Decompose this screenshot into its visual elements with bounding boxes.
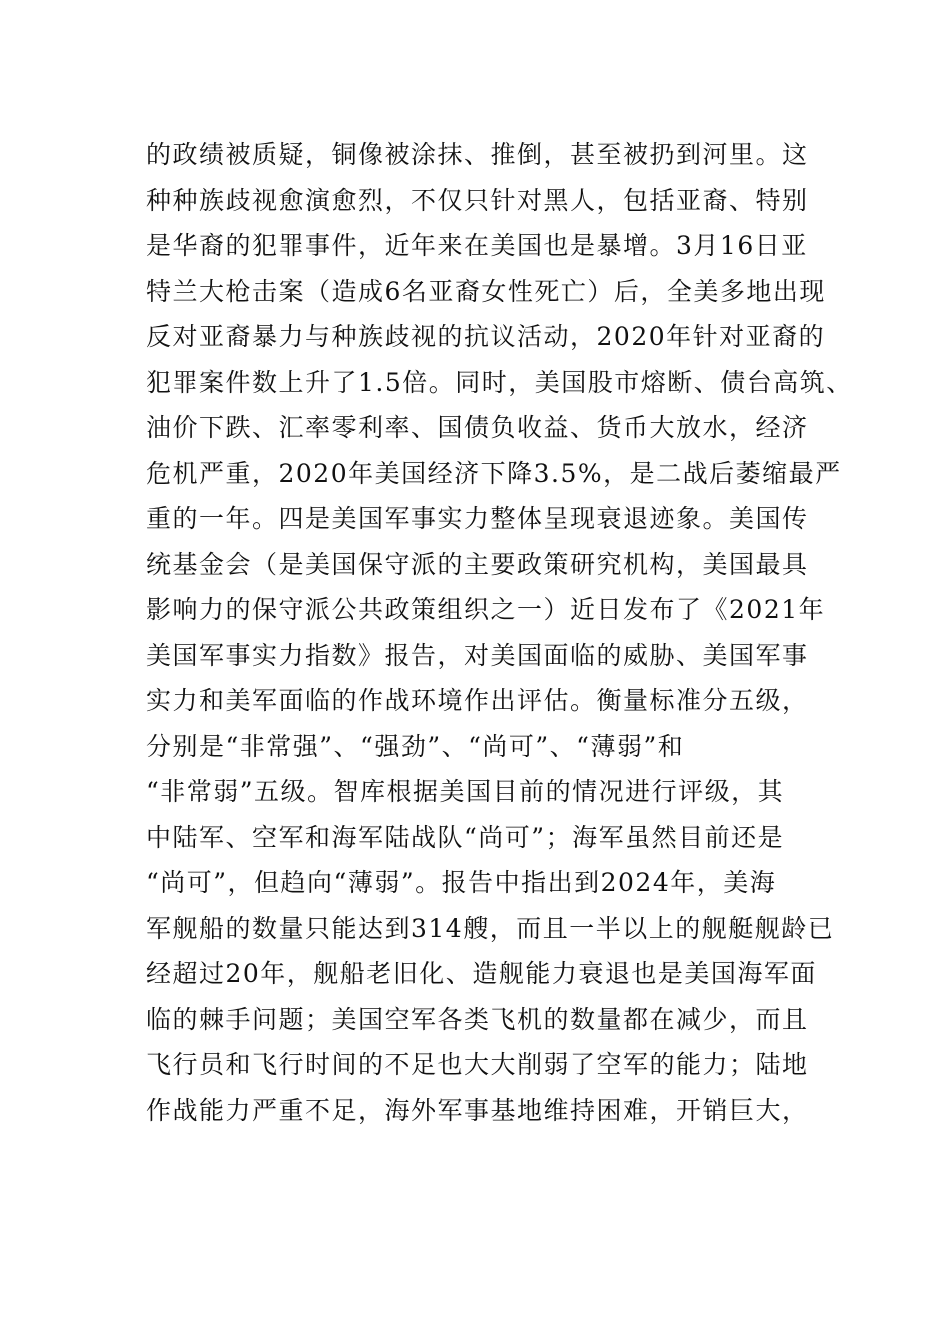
- text-line: “非常弱”五级。智库根据美国目前的情况进行评级，其: [146, 777, 785, 806]
- text-line: 犯罪案件数上升了1.5倍。同时，美国股市熔断、债台高筑、: [146, 367, 853, 397]
- text-line: 临的棘手问题；美国空军各类飞机的数量都在减少，而且: [146, 1004, 809, 1034]
- body-text: [146, 132, 853, 1133]
- text-line: 的政绩被质疑，铜像被涂抹、推倒，甚至被扔到河里。这: [146, 140, 809, 169]
- text-line: 影响力的保守派公共政策组织之一）近日发布了《2021年: [146, 595, 826, 624]
- text-line: 油价下跌、汇率零利率、国债负收益、货币大放水，经济: [146, 413, 809, 442]
- text-line: 反对亚裔暴力与种族歧视的抗议活动，2020年针对亚裔的: [146, 322, 826, 351]
- text-line: “尚可”，但趋向“薄弱”。报告中指出到2024年，美海: [146, 868, 777, 897]
- text-line: 军舰船的数量只能达到314艘，而且一半以上的舰艇舰龄已: [146, 913, 835, 943]
- text-line: 中陆军、空军和海军陆战队“尚可”；海军虽然目前还是: [146, 822, 785, 852]
- text-line: 作战能力严重不足，海外军事基地维持困难，开销巨大，: [146, 1095, 809, 1125]
- text-line: 分别是“非常强”、“强劲”、“尚可”、“薄弱”和: [146, 731, 685, 761]
- text-line: 飞行员和飞行时间的不足也大大削弱了空军的能力；陆地: [146, 1050, 809, 1079]
- text-line: 特兰大枪击案（造成6名亚裔女性死亡）后，全美多地出现: [146, 276, 826, 306]
- text-line: 统基金会（是美国保守派的主要政策研究机构，美国最具: [146, 549, 809, 579]
- text-line: 重的一年。四是美国军事实力整体呈现衰退迹象。美国传: [146, 504, 809, 533]
- text-line: 美国军事实力指数》报告，对美国面临的威胁、美国军事: [146, 640, 809, 670]
- text-line: 经超过20年，舰船老旧化、造舰能力衰退也是美国海军面: [146, 959, 817, 988]
- text-line: 是华裔的犯罪事件，近年来在美国也是暴增。3月16日亚: [146, 231, 808, 260]
- text-line: 危机严重，2020年美国经济下降3.5%，是二战后萎缩最严: [146, 458, 842, 488]
- text-line: 实力和美军面临的作战环境作出评估。衡量标准分五级，: [146, 686, 809, 715]
- text-line: 种种族歧视愈演愈烈，不仅只针对黑人，包括亚裔、特别: [146, 185, 809, 215]
